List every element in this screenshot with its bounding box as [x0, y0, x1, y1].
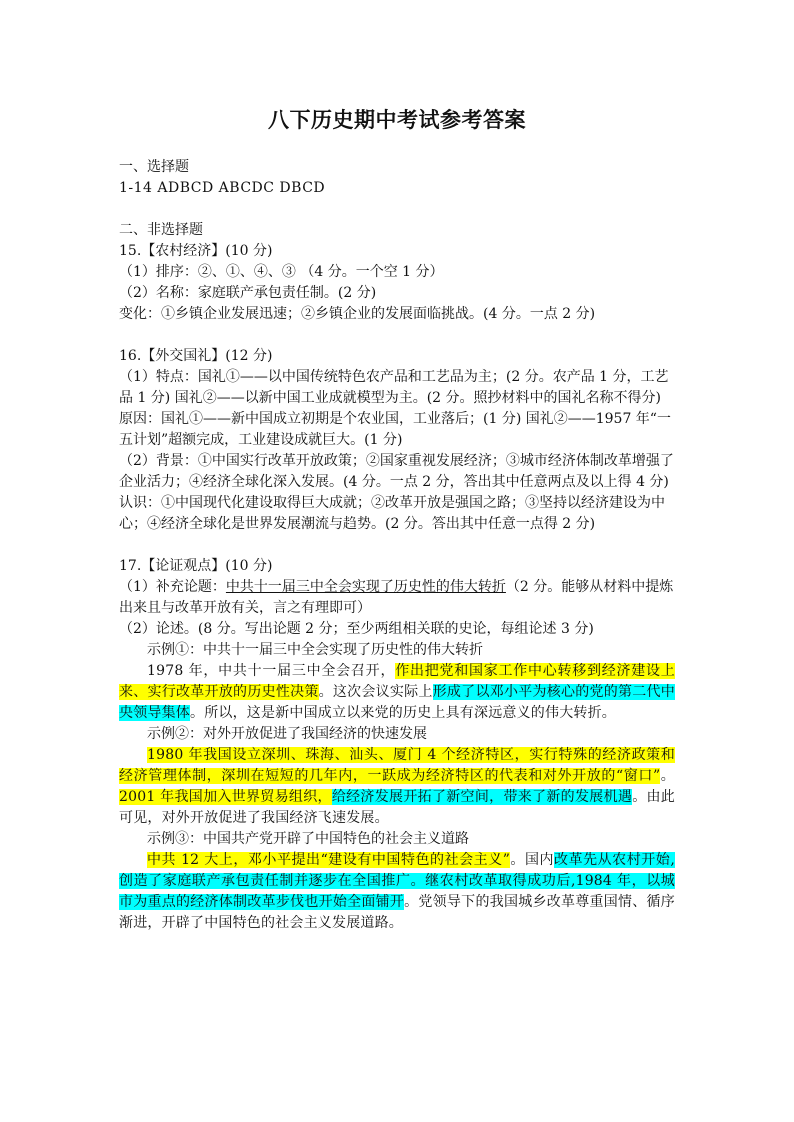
- spacer: [119, 535, 675, 556]
- example2-highlight-cyan: 给经济发展开拓了新空间，带来了新的发展机遇: [331, 789, 633, 805]
- example3-highlight-yellow: 中共 12 大上，邓小平提出“建设有中国特色的社会主义”: [147, 852, 511, 868]
- section-choice-heading: 一、选择题: [119, 159, 189, 175]
- q16-insight: 认识：①中国现代化建设取得巨大成就；②改革开放是强国之路；③坚持以经济建设为中心；④经济全球化是世界发展潮流与趋势。(2 分。答出其中任意一点得 2 分): [119, 495, 665, 532]
- example2-title: 示例②：对外开放促进了我国经济的快速发展: [147, 726, 427, 742]
- q17-heading: 17.【论证观点】(10 分): [119, 558, 273, 574]
- q15-heading: 15.【农村经济】(10 分): [119, 243, 273, 259]
- q17-part1: [119, 577, 675, 619]
- q16-part2: （2）背景：①中国实行改革开放政策；②国家重视发展经济；③城市经济体制改革增强了企业活力；④经济全球化深入发展。(4 分。一点 2 分，答出其中任意两点及以上得 4 分): [119, 453, 674, 490]
- page-title: 八下历史期中考试参考答案: [268, 107, 526, 132]
- example2-body: [119, 745, 675, 829]
- q15-change: 变化：①乡镇企业发展迅速；②乡镇企业的发展面临挑战。(4 分。一点 2 分): [119, 306, 596, 322]
- example1-text: 。这次会议实际上: [318, 684, 433, 700]
- example3-highlight-cyan: 改革先从农村开始,创造了家庭联产承包责任制并逐步在全国推广。继农村改革取得成功后,1984 年，以城市为重点的经济体制改革步伐也开始全面铺开: [119, 852, 675, 910]
- example1-highlight-yellow: 作出把党和国家工作中心转移到经济建设上来、实行改革开放的历史性决策: [119, 663, 675, 700]
- q15-part2: （2）名称：家庭联产承包责任制。(2 分): [119, 285, 377, 301]
- example1-body: [119, 661, 675, 724]
- document-body: [119, 157, 675, 934]
- example3-body: [119, 850, 675, 934]
- example3-text: 。国内: [510, 852, 555, 868]
- example1-highlight-cyan: 形成了以邓小平为核心的党的第二代中央领导集体: [119, 684, 675, 721]
- example2-highlight-yellow: 1980 年我国设立深圳、珠海、汕头、厦门 4 个经济特区，实行特殊的经济政策和经济管理体制，深圳在短短的几年内，一跃成为经济特区的代表和对外开放的“窗口”: [119, 747, 675, 784]
- q16-part1: （1）特点：国礼①——以中国传统特色农产品和工艺品为主；(2 分。农产品 1 分，工艺品 1 分) 国礼②——以新中国工业成就模型为主。(2 分。照抄材料中的国礼名称不得分): [119, 369, 669, 406]
- section-nonchoice-heading: 二、非选择题: [119, 222, 203, 238]
- q17-thesis: 中共十一届三中全会实现了历史性的伟大转折: [225, 579, 506, 595]
- q17-part1-prefix: （1）补充论题：: [119, 579, 226, 595]
- example2-text: 。: [660, 768, 675, 784]
- example3-title: 示例③：中国共产党开辟了中国特色的社会主义道路: [147, 831, 469, 847]
- example2-highlight-yellow: 2001 年我国加入世界贸易组织，: [119, 789, 332, 805]
- spacer: [119, 325, 675, 346]
- example1-title: 示例①：中共十一届三中全会实现了历史性的伟大转折: [147, 642, 483, 658]
- q16-heading: 16.【外交国礼】(12 分): [119, 348, 273, 364]
- q17-part2: （2）论述。(8 分。写出论题 2 分；至少两组相关联的史论，每组论述 3 分): [119, 621, 594, 637]
- example3-text: 。党领导下的我国城乡改革尊重国情、循序渐进，开辟了中国特色的社会主义发展道路。: [119, 894, 675, 931]
- example1-text: 1978 年，中共十一届三中全会召开，: [147, 663, 396, 679]
- q15-part1: （1）排序：②、①、④、③ （4 分。一个空 1 分）: [119, 264, 444, 280]
- q16-reason: 原因：国礼①——新中国成立初期是个农业国，工业落后；(1 分) 国礼②——1957 年“一五计划”超额完成，工业建设成就巨大。(1 分): [119, 411, 671, 448]
- example2-text: 。由此可见，对外开放促进了我国经济飞速发展。: [119, 789, 675, 826]
- choice-answers: 1-14 ADBCD ABCDC DBCD: [119, 180, 326, 196]
- q17-part1-note: （2 分。能够从材料中提炼出来且与改革开放有关，言之有理即可）: [119, 579, 674, 616]
- example1-text: 。所以，这是新中国成立以来党的历史上具有深远意义的伟大转折。: [190, 705, 616, 721]
- spacer: [119, 199, 675, 220]
